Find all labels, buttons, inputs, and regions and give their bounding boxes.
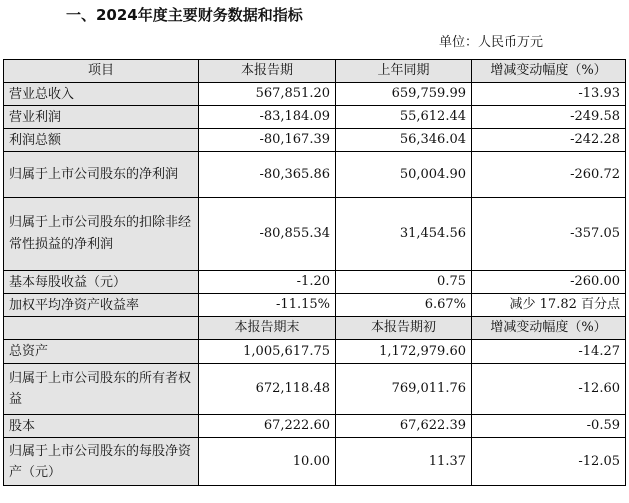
row-previous: 0.75: [336, 271, 472, 294]
row-label: 总资产: [4, 340, 199, 364]
row-current: -80,855.34: [199, 198, 336, 271]
row-current: 1,005,617.75: [199, 340, 336, 364]
row-label: 营业总收入: [4, 83, 199, 106]
row-change: -249.58: [472, 106, 626, 129]
row-change: -0.59: [472, 415, 626, 438]
header-item: 项目: [4, 60, 199, 83]
row-change: -260.00: [472, 271, 626, 294]
table-row: [4, 152, 626, 198]
row-label: 归属于上市公司股东的所有者权益: [4, 364, 199, 415]
subheader-period-start: 本报告期初: [336, 317, 472, 340]
table-row: [4, 106, 626, 129]
row-change: -13.93: [472, 83, 626, 106]
table-row: [4, 198, 626, 271]
row-previous: 31,454.56: [336, 198, 472, 271]
row-label: 加权平均净资产收益率: [4, 294, 199, 317]
row-previous: 1,172,979.60: [336, 340, 472, 364]
row-current: -80,167.39: [199, 129, 336, 152]
table-row: [4, 83, 626, 106]
row-previous: 11.37: [336, 438, 472, 486]
section-title: 一、2024年度主要财务数据和指标: [66, 6, 303, 24]
row-previous: 769,011.76: [336, 364, 472, 415]
row-change: -357.05: [472, 198, 626, 271]
header-previous: 上年同期: [336, 60, 472, 83]
row-label: 归属于上市公司股东的净利润: [4, 152, 199, 198]
subheader-blank: [4, 317, 199, 340]
subheader-change: 增减变动幅度（%）: [472, 317, 626, 340]
row-label: 归属于上市公司股东的扣除非经常性损益的净利润: [4, 198, 199, 271]
row-previous: 659,759.99: [336, 83, 472, 106]
row-previous: 56,346.04: [336, 129, 472, 152]
row-current: 672,118.48: [199, 364, 336, 415]
row-current: -80,365.86: [199, 152, 336, 198]
header-current: 本报告期: [199, 60, 336, 83]
row-current: 67,222.60: [199, 415, 336, 438]
row-change: -12.60: [472, 364, 626, 415]
row-current: -83,184.09: [199, 106, 336, 129]
table-row: [4, 415, 626, 438]
header-change: 增减变动幅度（%）: [472, 60, 626, 83]
row-previous: 50,004.90: [336, 152, 472, 198]
row-change: -242.28: [472, 129, 626, 152]
table-subheader: [4, 317, 626, 340]
financial-table: [3, 59, 626, 486]
row-current: -11.15%: [199, 294, 336, 317]
subheader-period-end: 本报告期末: [199, 317, 336, 340]
row-change: 减少 17.82 百分点: [472, 294, 626, 317]
table-row: [4, 340, 626, 364]
row-label: 归属于上市公司股东的每股净资产（元）: [4, 438, 199, 486]
row-label: 营业利润: [4, 106, 199, 129]
row-change: -260.72: [472, 152, 626, 198]
row-label: 利润总额: [4, 129, 199, 152]
table-row: [4, 438, 626, 486]
row-previous: 55,612.44: [336, 106, 472, 129]
row-label: 股本: [4, 415, 199, 438]
table-row: [4, 129, 626, 152]
unit-label: 单位：人民币万元: [438, 35, 543, 50]
row-previous: 6.67%: [336, 294, 472, 317]
row-change: -14.27: [472, 340, 626, 364]
row-previous: 67,622.39: [336, 415, 472, 438]
row-current: 567,851.20: [199, 83, 336, 106]
row-current: -1.20: [199, 271, 336, 294]
table-row: [4, 294, 626, 317]
table-header: [4, 60, 626, 83]
table-row: [4, 271, 626, 294]
row-current: 10.00: [199, 438, 336, 486]
row-change: -12.05: [472, 438, 626, 486]
table-row: [4, 364, 626, 415]
row-label: 基本每股收益（元）: [4, 271, 199, 294]
